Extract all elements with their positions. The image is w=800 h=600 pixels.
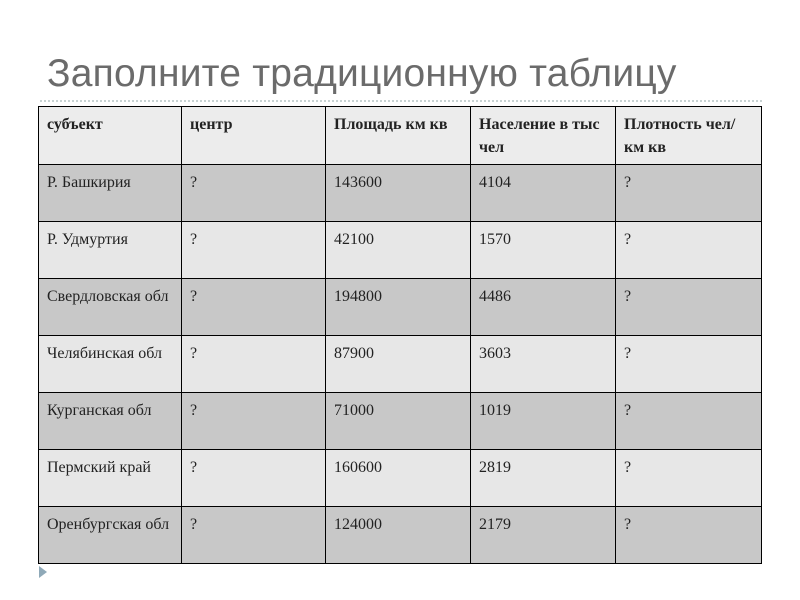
cell-area: 71000 <box>326 393 471 450</box>
cell-area: 194800 <box>326 279 471 336</box>
cell-subject: Р. Башкирия <box>39 165 182 222</box>
cell-population: 1570 <box>471 222 616 279</box>
cell-population: 1019 <box>471 393 616 450</box>
cell-population: 3603 <box>471 336 616 393</box>
cell-area: 160600 <box>326 450 471 507</box>
cell-area: 42100 <box>326 222 471 279</box>
cell-subject: Пермский край <box>39 450 182 507</box>
title-divider <box>40 100 762 102</box>
cell-density: ? <box>616 165 762 222</box>
header-subject: субъект <box>39 107 182 165</box>
table-row <box>39 450 762 507</box>
header-center: центр <box>182 107 326 165</box>
cell-center: ? <box>182 393 326 450</box>
cell-subject: Челябинская обл <box>39 336 182 393</box>
cell-density: ? <box>616 279 762 336</box>
cell-density: ? <box>616 450 762 507</box>
table-row <box>39 336 762 393</box>
cell-population: 4104 <box>471 165 616 222</box>
cell-center: ? <box>182 222 326 279</box>
cell-density: ? <box>616 507 762 564</box>
cell-area: 87900 <box>326 336 471 393</box>
table-row <box>39 279 762 336</box>
cell-population: 4486 <box>471 279 616 336</box>
table-row <box>39 507 762 564</box>
cell-center: ? <box>182 336 326 393</box>
cell-center: ? <box>182 165 326 222</box>
cell-area: 124000 <box>326 507 471 564</box>
table-row <box>39 165 762 222</box>
cell-subject: Курганская обл <box>39 393 182 450</box>
header-area: Площадь км кв <box>326 107 471 165</box>
header-population: Население в тыс чел <box>471 107 616 165</box>
cell-center: ? <box>182 450 326 507</box>
cell-density: ? <box>616 222 762 279</box>
cell-center: ? <box>182 279 326 336</box>
triangle-bullet-icon <box>39 566 47 578</box>
data-table <box>38 106 762 564</box>
cell-subject: Свердловская обл <box>39 279 182 336</box>
cell-center: ? <box>182 507 326 564</box>
slide-title: Заполните традиционную таблицу <box>47 52 677 95</box>
table-row <box>39 393 762 450</box>
cell-density: ? <box>616 393 762 450</box>
table-row <box>39 222 762 279</box>
cell-subject: Р. Удмуртия <box>39 222 182 279</box>
cell-population: 2819 <box>471 450 616 507</box>
cell-population: 2179 <box>471 507 616 564</box>
header-density: Плотность чел/км кв <box>616 107 762 165</box>
cell-area: 143600 <box>326 165 471 222</box>
table-header-row <box>39 107 762 165</box>
cell-subject: Оренбургская обл <box>39 507 182 564</box>
cell-density: ? <box>616 336 762 393</box>
